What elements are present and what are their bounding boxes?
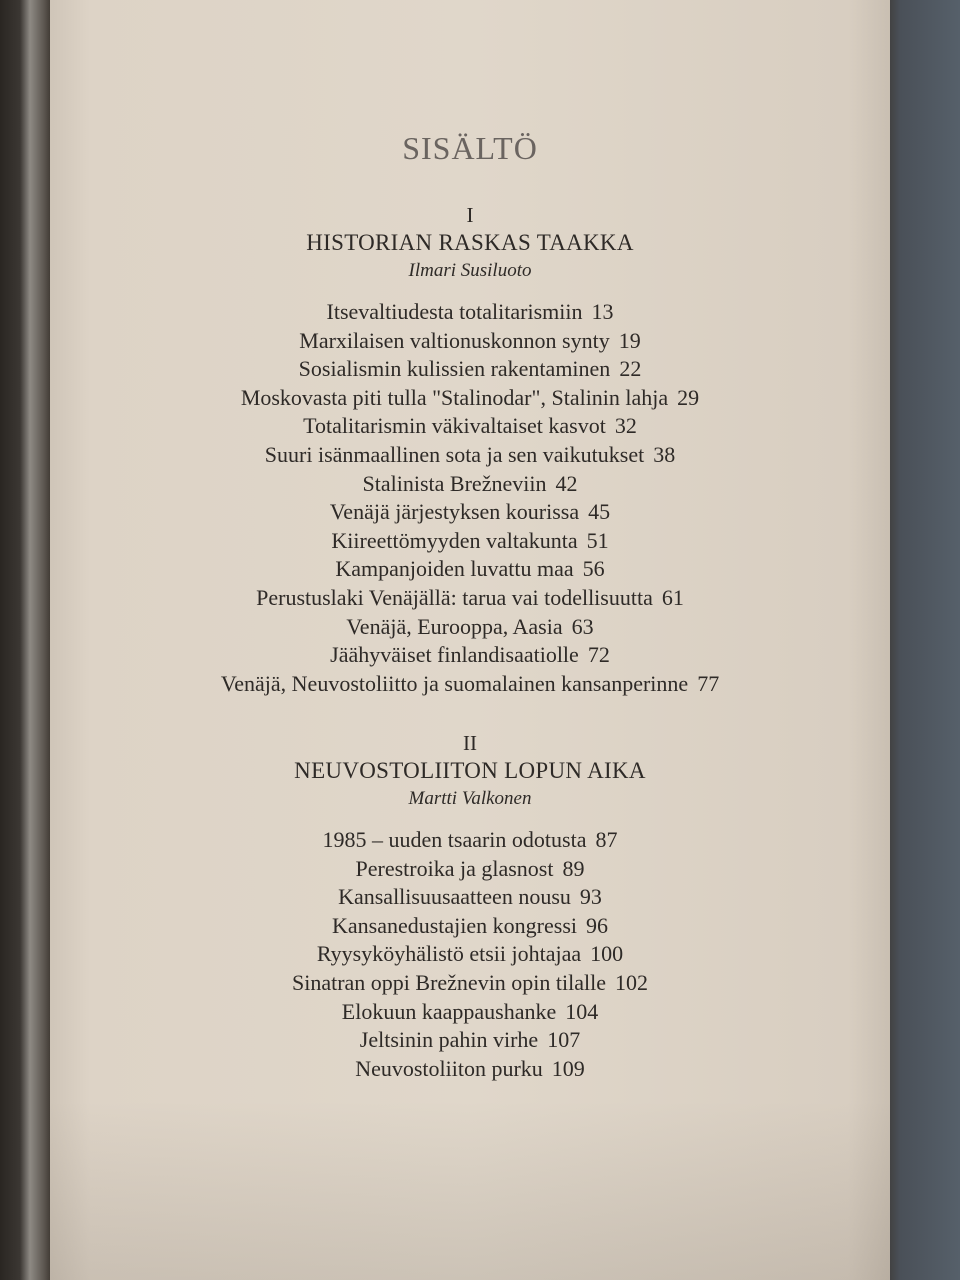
- section-2: [50, 730, 890, 1083]
- toc-entry-page: 29: [677, 384, 700, 410]
- toc-entry: [50, 998, 890, 1027]
- toc-entry: [50, 1026, 890, 1055]
- toc-entry-title: Venäjä järjestyksen kourissa: [329, 499, 580, 525]
- toc-entry: [50, 940, 890, 969]
- toc-entry-page: 100: [590, 941, 624, 967]
- toc-entry-page: 104: [565, 998, 599, 1024]
- page-title: SISÄLTÖ: [402, 130, 538, 166]
- toc-entry-title: Ryysyköyhälistö etsii johtajaa: [316, 941, 582, 967]
- toc-entry-title: Jäähyväiset finlandisaatiolle: [330, 642, 579, 668]
- toc-entry: [50, 555, 890, 584]
- toc-entry-page: 45: [588, 499, 611, 525]
- toc-entry-page: 38: [653, 441, 676, 467]
- toc-entry-page: 72: [587, 642, 610, 668]
- toc-entry-page: 96: [586, 912, 608, 938]
- toc-entry-page: 51: [586, 527, 609, 553]
- toc-entry-title: Moskovasta piti tulla "Stalinodar", Stalinin lahja: [240, 384, 669, 410]
- toc-entry-title: Kansallisuusaatteen nousu: [338, 884, 571, 910]
- toc-entry-title: Venäjä, Eurooppa, Aasia: [346, 613, 563, 639]
- toc-entry-title: Jeltsinin pahin virhe: [359, 1027, 539, 1053]
- section-1: [50, 202, 890, 698]
- toc-entry: [50, 498, 890, 527]
- toc-entry: [50, 641, 890, 670]
- toc-entry-title: Kiireettömyyden valtakunta: [331, 527, 578, 553]
- toc-entry: [50, 826, 890, 855]
- toc-entry: [50, 670, 890, 699]
- toc-entry-page: 56: [582, 556, 605, 582]
- toc-list: [50, 826, 890, 1083]
- toc-entry-page: 42: [555, 470, 578, 496]
- adjacent-book-edge: [0, 0, 50, 1280]
- toc-entry: [50, 1055, 890, 1084]
- book-page: [50, 0, 890, 1280]
- toc-entry: [50, 298, 890, 327]
- toc-entry: [50, 584, 890, 613]
- toc-entry-title: Marxilaisen valtionuskonnon synty: [299, 327, 610, 353]
- toc-entry-title: Kampanjoiden luvattu maa: [335, 556, 574, 582]
- toc-entry: [50, 384, 890, 413]
- section-number: II: [463, 731, 477, 755]
- toc-entry: [50, 883, 890, 912]
- toc-entry: [50, 355, 890, 384]
- toc-entry-page: 32: [614, 413, 637, 439]
- section-heading: HISTORIAN RASKAS TAAKKA: [306, 230, 634, 255]
- section-heading: NEUVOSTOLIITON LOPUN AIKA: [294, 758, 646, 783]
- toc-entry-title: Sosialismin kulissien rakentaminen: [298, 356, 611, 382]
- toc-entry: [50, 470, 890, 499]
- toc-entry-title: Stalinista Brežneviin: [362, 470, 547, 496]
- toc-entry-title: Perestroika ja glasnost: [355, 855, 554, 881]
- toc-entry: [50, 969, 890, 998]
- toc-entry: [50, 527, 890, 556]
- toc-entry-page: 63: [571, 613, 594, 639]
- toc-entry-title: Itsevaltiudesta totalitarismiin: [326, 299, 583, 324]
- toc-list: [50, 298, 890, 698]
- toc-entry-page: 87: [595, 827, 618, 852]
- toc-entry-page: 13: [591, 299, 614, 324]
- toc-entry-title: Sinatran oppi Brežnevin opin tilalle: [291, 969, 607, 995]
- toc-entry: [50, 855, 890, 884]
- section-author: Ilmari Susiluoto: [408, 260, 532, 281]
- toc-entry-page: 102: [615, 969, 649, 995]
- toc-entry-page: 77: [697, 670, 720, 696]
- toc-entry-title: Venäjä, Neuvostoliitto ja suomalainen kansanperinne: [220, 670, 689, 696]
- toc-entry-page: 107: [547, 1027, 581, 1053]
- toc-entry: [50, 613, 890, 642]
- toc-entry: [50, 412, 890, 441]
- toc-entry-page: 109: [551, 1055, 585, 1081]
- toc-entry-title: Totalitarismin väkivaltaiset kasvot: [303, 413, 606, 439]
- toc-entry-title: 1985 – uuden tsaarin odotusta: [322, 827, 587, 852]
- toc-entry: [50, 441, 890, 470]
- section-number: I: [466, 203, 474, 227]
- toc-entry-title: Suuri isänmaallinen sota ja sen vaikutukset: [264, 441, 645, 467]
- toc-entry-title: Elokuun kaappaushanke: [341, 998, 557, 1024]
- toc-entry: [50, 327, 890, 356]
- toc-entry-page: 22: [619, 356, 642, 382]
- toc-entry: [50, 912, 890, 941]
- toc-entry-title: Kansanedustajien kongressi: [332, 912, 577, 938]
- toc-entry-page: 89: [562, 855, 585, 881]
- toc-entry-page: 19: [618, 327, 641, 353]
- toc-entry-page: 61: [661, 584, 684, 610]
- section-author: Martti Valkonen: [408, 788, 532, 809]
- toc-entry-title: Perustuslaki Venäjällä: tarua vai todellisuutta: [256, 584, 653, 610]
- toc-entry-title: Neuvostoliiton purku: [355, 1055, 543, 1081]
- toc-entry-page: 93: [579, 884, 602, 910]
